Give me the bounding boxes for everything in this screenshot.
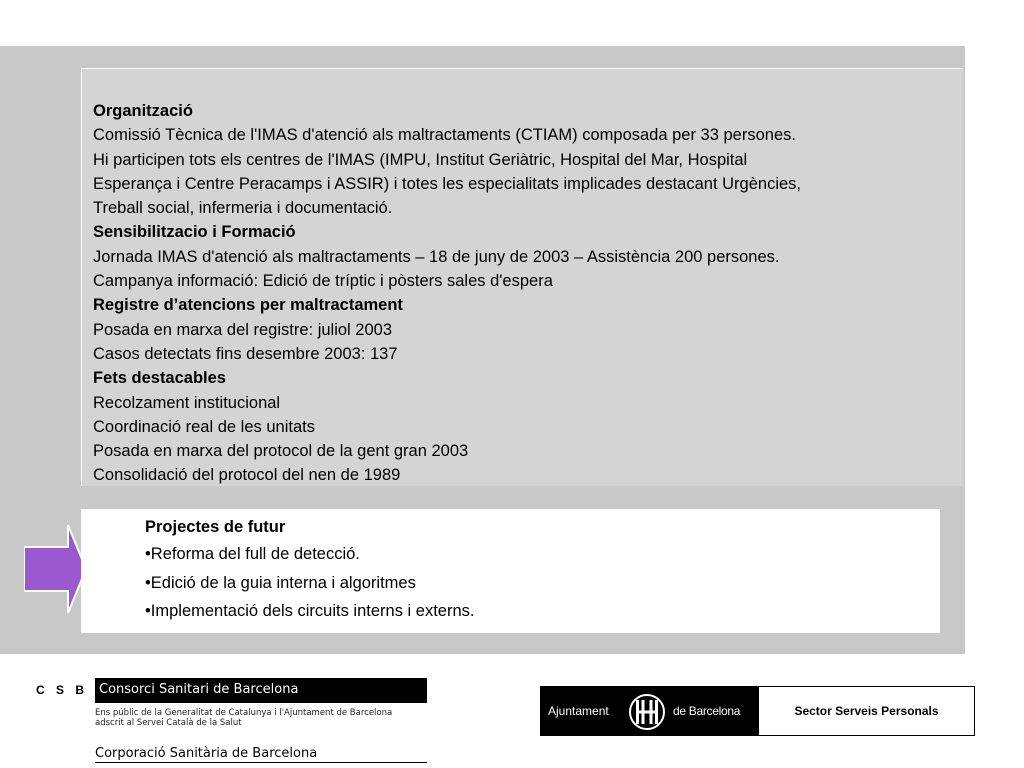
registre-line: Casos detectats fins desembre 2003: 137 — [93, 344, 398, 363]
future-item: •Implementació dels circuits interns i externs. — [145, 602, 475, 620]
future-item: •Reforma del full de detecció. — [145, 545, 360, 563]
organitzacio-heading: Organització — [93, 102, 193, 120]
fets-line: Coordinació real de les unitats — [93, 417, 315, 436]
organitzacio-line: Hi participen tots els centres de l'IMAS (IMPU, Institut Geriàtric, Hospital del Mar, Hospital — [93, 150, 748, 169]
sensibilitzacio-line: Jornada IMAS d'atenció als maltractaments – 18 de juny de 2003 – Assistència 200 persones. — [93, 247, 780, 266]
future-heading: Projectes de futur — [145, 518, 286, 536]
organitzacio-line: Treball social, infermeria i documentació. — [93, 199, 393, 218]
organitzacio-line: Esperança i Centre Peracamps i ASSIR) i totes les especialitats implicades destacant Urgències, — [93, 174, 801, 193]
sensibilitzacio-line: Campanya informació: Edició de tríptic i pòsters sales d'espera — [93, 272, 553, 291]
ajuntament-logo — [541, 687, 759, 735]
corporacio-label: Corporació Sanitària de Barcelona — [95, 746, 427, 763]
csb-subtitle-line: Ens públic de la Generalitat de Catalunya i l'Ajuntament de Barcelona — [95, 708, 393, 718]
de-barcelona-text: de Barcelona — [673, 704, 741, 718]
fets-line: Recolzament institucional — [93, 393, 281, 412]
csb-subtitle — [95, 708, 435, 728]
fets-line: Consolidació del protocol del nen de 1989 — [93, 466, 401, 485]
organitzacio-line: Comissió Tècnica de l'IMAS d'atenció als maltractaments (CTIAM) composada per 33 persones. — [93, 126, 796, 145]
right-arrow-icon — [24, 525, 86, 613]
fets-line: Posada en marxa del protocol de la gent gran 2003 — [93, 442, 469, 461]
registre-heading: Registre d’atencions per maltractament — [93, 296, 403, 315]
future-item: •Edició de la guia interna i algoritmes — [145, 573, 416, 592]
ajuntament-logo-block — [540, 686, 975, 736]
sector-label: Sector Serveis Personals — [794, 704, 939, 718]
csb-name-bar: Consorci Sanitari de Barcelona — [95, 678, 427, 703]
fets-heading: Fets destacables — [93, 369, 226, 388]
csb-logo-mark: C S B — [36, 683, 89, 697]
future-projects-box — [81, 509, 940, 633]
barcelona-emblem-icon — [627, 692, 667, 732]
csb-subtitle-line: adscrit al Servei Català de la Salut — [95, 718, 242, 728]
sensibilitzacio-heading: Sensibilitzacio i Formació — [93, 223, 296, 242]
ajuntament-text: Ajuntament — [548, 704, 609, 718]
main-content-box — [81, 68, 963, 486]
registre-line: Posada en marxa del registre: juliol 2003 — [93, 320, 393, 339]
